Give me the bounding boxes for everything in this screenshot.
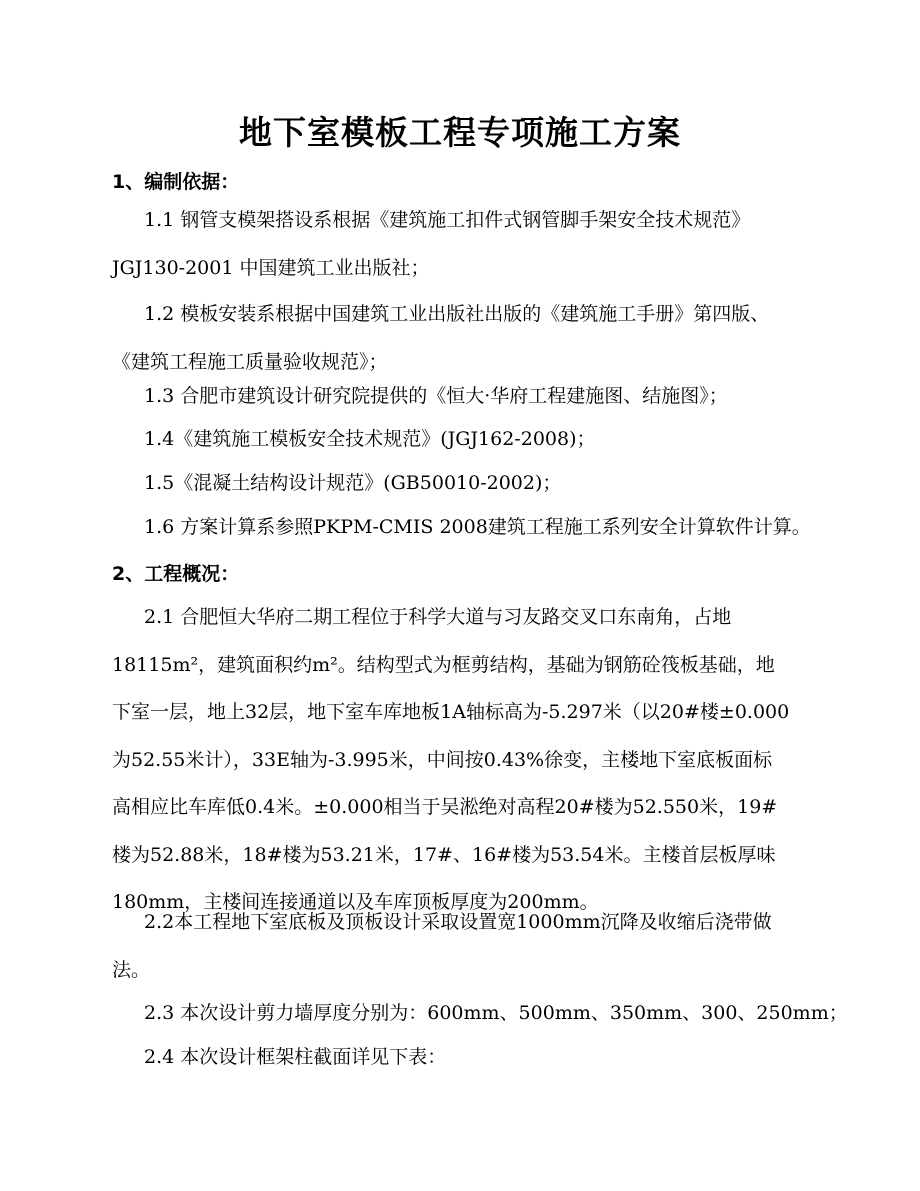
paragraph-2-1 <box>112 594 812 927</box>
paragraph-line: 1.1 钢管支模架搭设系根据《建筑施工扣件式钢管脚手架安全技术规范》 <box>144 209 751 231</box>
paragraph-line: 高相应比车库低0.4米。±0.000相当于吴淞绝对高程20#楼为52.550米，19# <box>112 796 778 818</box>
paragraph-line: 《建筑工程施工质量验收规范》； <box>112 350 388 373</box>
paragraph-line: 1.4《建筑施工模板安全技术规范》(JGJ162-2008)； <box>144 428 596 450</box>
paragraph-line: 2.1 合肥恒大华府二期工程位于科学大道与习友路交叉口东南角，占地 <box>144 606 732 628</box>
paragraph-line: 180mm，主楼间连接通道以及车库顶板厚度为200mm。 <box>112 891 599 913</box>
paragraph-line: 为52.55米计），33E轴为-3.995米，中间按0.43%徐变，主楼地下室底板面标 <box>112 748 773 771</box>
paragraph-1-4 <box>112 416 812 464</box>
paragraph-line: 1.6 方案计算系参照PKPM-CMIS 2008建筑工程施工系列安全计算软件计算。 <box>144 516 811 538</box>
paragraph-line: JGJ130-2001 中国建筑工业出版社； <box>112 256 430 279</box>
paragraph-line: 法。 <box>112 958 151 981</box>
paragraph-1-6 <box>112 504 812 552</box>
paragraph-2-2 <box>112 899 812 994</box>
paragraph-1-3 <box>112 373 812 421</box>
paragraph-line: 1.3 合肥市建筑设计研究院提供的《恒大·华府工程建施图、结施图》； <box>144 385 728 407</box>
paragraph-line: 2.3 本次设计剪力墙厚度分别为：600mm、500mm、350mm、300、250mm； <box>144 1002 848 1024</box>
paragraph-2-4 <box>112 1034 812 1082</box>
section-heading-overview: 2、工程概况： <box>112 563 240 585</box>
paragraph-line: 2.4 本次设计框架柱截面详见下表： <box>144 1046 447 1068</box>
section-heading-basis: 1、编制依据： <box>112 171 240 193</box>
paragraph-line: 18115m²，建筑面积约m²。结构型式为框剪结构，基础为钢筋砼筏板基础，地 <box>112 653 775 676</box>
paragraph-line: 2.2本工程地下室底板及顶板设计采取设置宽1000mm沉降及收缩后浇带做 <box>144 911 772 933</box>
paragraph-2-3 <box>112 990 848 1038</box>
paragraph-1-1 <box>112 197 812 292</box>
paragraph-line: 1.2 模板安装系根据中国建筑工业出版社出版的《建筑施工手册》第四版、 <box>144 303 770 325</box>
paragraph-1-2 <box>112 291 812 386</box>
paragraph-line: 下室一层，地上32层，地下室车库地板1A轴标高为-5.297米（以20#楼±0.000 <box>112 701 790 723</box>
document-title: 地下室模板工程专项施工方案 <box>239 113 681 152</box>
paragraph-line: 楼为52.88米，18#楼为53.21米，17#、16#楼为53.54米。主楼首层板厚味 <box>112 843 776 866</box>
paragraph-line: 1.5《混凝土结构设计规范》(GB50010-2002)； <box>144 472 562 494</box>
paragraph-1-5 <box>112 460 812 508</box>
